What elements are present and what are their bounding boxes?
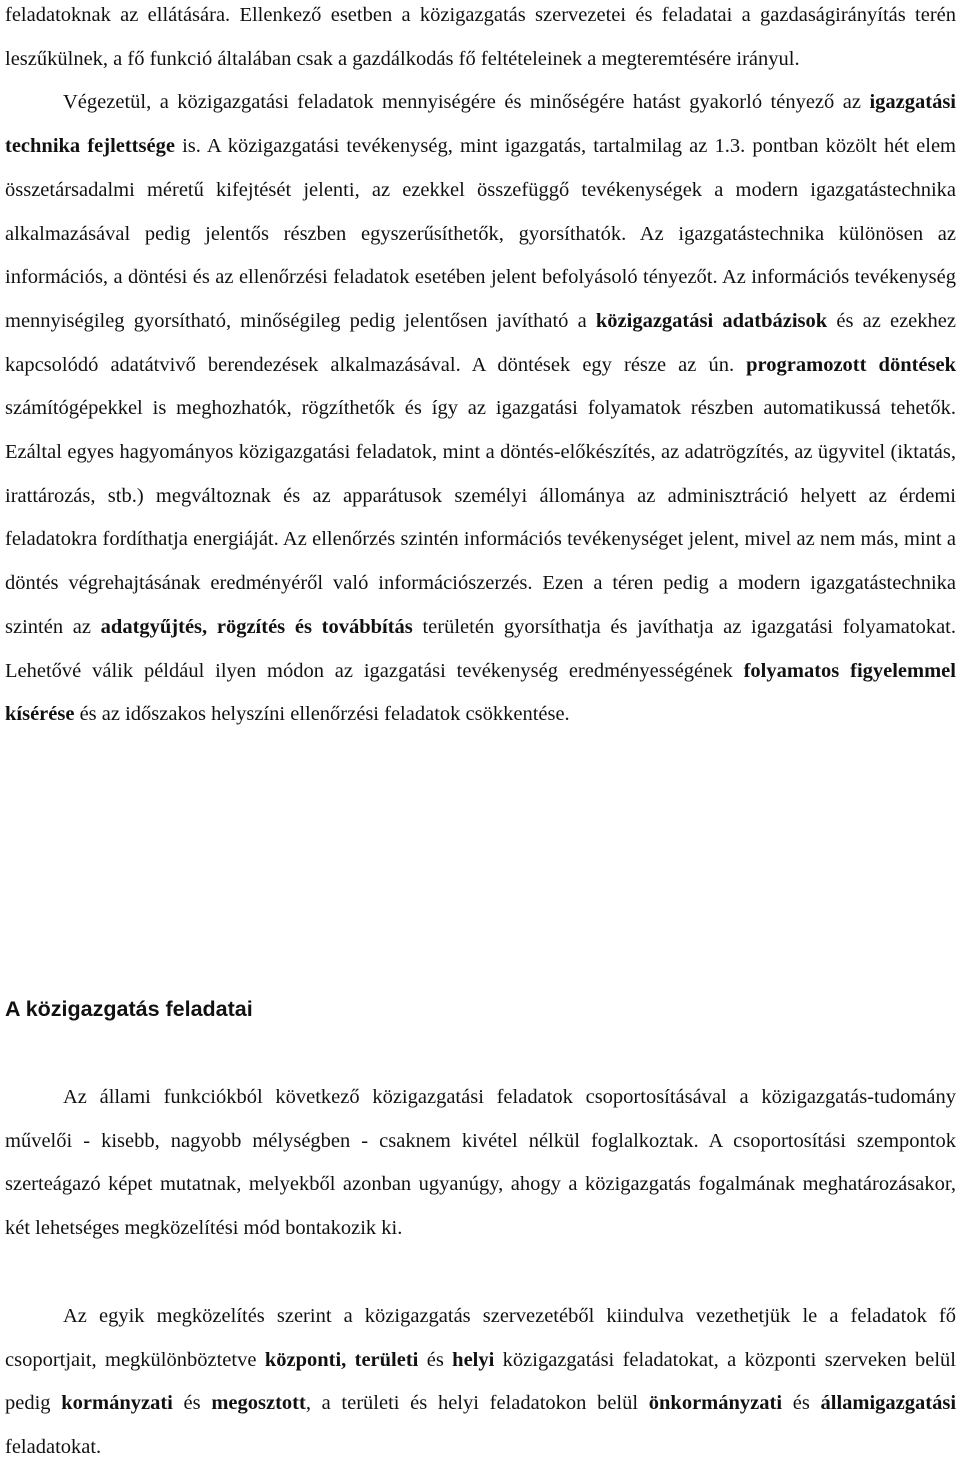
text-segment: feladatoknak az ellátására. Ellenkező esetben a közigazgatás szervezetei és feladatai a gazdaságirányítás terén leszűkülnek, a fő funkció általában csak a gazdálkodás fő feltételeinek a megteremtésére irányul. bbox=[5, 4, 956, 70]
text-segment: és az időszakos helyszíni ellenőrzési feladatok csökkentése. bbox=[74, 703, 570, 726]
text-segment: számítógépekkel is meghozhatók, rögzíthetők és így az igazgatási folyamatok részben automatikussá tehetők. Ezáltal egyes hagyományos közigazgatási feladatok, mint a döntés-előkészítés, az adatrögzítés, az ügyvitel (iktatás, irattározás, stb.) megváltoznak és az apparátusok személyi állománya az adminisztráció helyett az érdemi feladatokra fordíthatja energiáját. Az ellenőrzés szintén információs tevékenységet jelent, mivel az nem más, mint a döntés végrehajtásának eredményéről való információszerzés. Ezen a téren pedig a modern igazgatástechnika szintén az bbox=[5, 397, 956, 638]
text-segment: , a területi és helyi feladatokon belül bbox=[305, 1392, 649, 1415]
text-segment: Az egyik megközelítés szerint a közigazgatás szervezetéből kiindulva vezethetjük le a feladatok fő csoportjait, megkülönböztetve bbox=[5, 1305, 956, 1371]
paragraph-2 bbox=[5, 81, 956, 737]
paragraph-1 bbox=[5, 0, 956, 81]
text-segment: területén gyorsíthatja és javíthatja az igazgatási folyamatokat. Lehetővé válik például ilyen módon az igazgatási tevékenység eredményességének bbox=[5, 615, 956, 682]
bold-term: helyi bbox=[452, 1348, 495, 1371]
text-segment: Végezetül, a közigazgatási feladatok mennyiségére és minőségére hatást gyakorló tényező az bbox=[63, 91, 870, 114]
text-segment: és bbox=[418, 1348, 453, 1371]
bold-term: adatgyűjtés, rögzítés és továbbítás bbox=[100, 615, 413, 638]
text-segment: is. A közigazgatási tevékenység, mint igazgatás, tartalmilag az 1.3. pontban közölt hét elem összetársadalmi méretű kifejtését jelenti, az ezekkel összefüggő tevékenységek a modern igazgatástechnika alkalmazásával pedig jelentős részben egyszerűsíthetők, gyorsíthatók. Az igazgatástechnika különösen az információs, a döntési és az ellenőrzési feladatok esetében jelent befolyásoló tényezőt. Az információs tevékenység mennyiségileg gyorsítható, minőségileg pedig jelentősen javítható a bbox=[5, 135, 956, 332]
text-segment: feladatokat. bbox=[5, 1436, 102, 1459]
bold-term: igazgatási technika fejlettsége bbox=[5, 91, 956, 158]
text-segment: Az állami funkciókból következő közigazgatási feladatok csoportosításával a közigazgatás-tudomány művelői - kisebb, nagyobb mélységben - csaknem kivétel nélkül foglalkoztak. A csoportosítási szempontok szerteágazó képet mutatnak, melyekből azonban ugyanúgy, ahogy a közigazgatás fogalmának meghatározásakor, két lehetséges megközelítési mód bontakozik ki. bbox=[5, 1086, 956, 1240]
document-page bbox=[5, 0, 957, 1459]
text-segment: és az ezekhez kapcsolódó adatátvivő berendezések alkalmazásával. A döntések egy része az ún. bbox=[5, 309, 956, 376]
bold-term: önkormányzati bbox=[648, 1392, 783, 1415]
bold-term: folyamatos figyelemmel kísérése bbox=[5, 659, 956, 726]
bold-term: közigazgatási adatbázisok bbox=[595, 309, 828, 332]
bold-term: államigazgatási bbox=[820, 1392, 957, 1415]
text-segment: és bbox=[782, 1392, 821, 1415]
bold-term: központi, területi bbox=[264, 1348, 419, 1371]
text-segment: és bbox=[172, 1392, 212, 1415]
bold-term: kormányzati bbox=[61, 1392, 173, 1415]
bold-term: programozott döntések bbox=[746, 353, 956, 376]
text-segment: közigazgatási feladatokat, a központi szerveken belül pedig bbox=[5, 1348, 956, 1415]
paragraph-4 bbox=[5, 1295, 956, 1470]
bold-term: megosztott bbox=[211, 1392, 306, 1415]
paragraph-3 bbox=[5, 1076, 956, 1251]
section-heading: A közigazgatás feladatai bbox=[5, 997, 253, 1021]
